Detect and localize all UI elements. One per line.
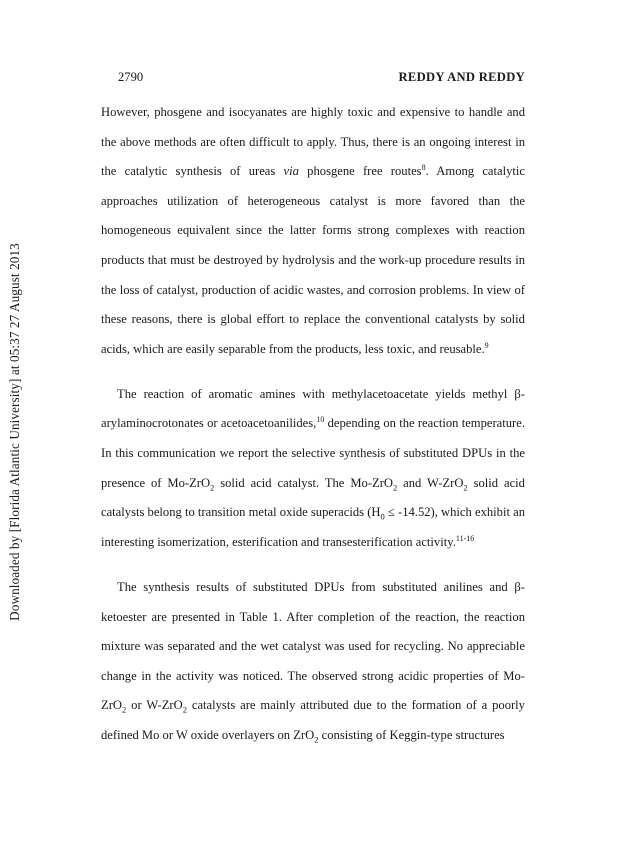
text-line: catalysts are mainly attributed due to the formation of a poorly: [186, 698, 525, 713]
text-line: substituted DPUs in the presence of Mo-ZrO: [101, 446, 525, 490]
text-line: consisting of Keggin-type structures: [318, 727, 505, 742]
text-line: phosgene free routes: [307, 164, 422, 179]
text-line: depending on the reaction: [324, 416, 459, 431]
text-line: mixture was separated and the wet catalyst was used for recycling. No appreciable: [101, 639, 525, 654]
subscript: 2: [182, 704, 187, 715]
subscript: 2: [463, 482, 468, 493]
running-head: REDDY AND REDDY: [398, 70, 525, 84]
subscript: 2: [314, 734, 319, 745]
text-line: homogeneous equivalent since the latter forms strong complexes with reaction: [101, 223, 525, 238]
text-line: approaches utilization of heterogeneous catalyst is more favored than the: [101, 193, 525, 208]
text-line: defined Mo or W oxide overlayers on ZrO: [101, 727, 315, 742]
text-line: by solid acids, which are easily separable from the products, less toxic, and: [101, 312, 525, 356]
text-line: The synthesis results of substituted DPUs from substituted anilines and β-: [117, 579, 525, 594]
paragraph-2: [101, 380, 525, 558]
citation-ref: 10: [316, 415, 325, 425]
text-line: view of these reasons, there is global effort to replace the conventional catalysts: [101, 282, 525, 327]
paragraph-3: [101, 573, 525, 751]
subscript: 2: [121, 704, 127, 715]
text-line: solid acid catalyst. The Mo-ZrO: [214, 475, 393, 490]
text-line: in the catalytic synthesis of ureas: [101, 134, 525, 179]
text-line: arylaminocrotonates or acetoacetoanilides,: [101, 416, 317, 431]
text-line: temperature. In this communication we report the selective synthesis of: [101, 416, 525, 461]
text-line: reusable.: [439, 341, 485, 356]
text-line: products that must be destroyed by hydrolysis and the work-up procedure results: [101, 252, 512, 267]
text-line: -14.52), which exhibit an interesting isomerization, esterification and: [101, 505, 526, 549]
text-line: in the loss of catalyst, production of acidic wastes, and corrosion problems. In: [101, 252, 526, 297]
citation-ref: 9: [484, 340, 489, 350]
article-body: [101, 98, 525, 766]
text-line: change in the activity was noticed. The observed strong acidic properties of Mo-: [101, 668, 525, 683]
paragraph-1: [101, 98, 525, 364]
text-line: The reaction of aromatic amines with methylacetoacetate yields methyl β-: [117, 386, 525, 401]
subscript: 2: [210, 482, 215, 493]
text-line: solid acid catalysts belong to transition metal oxide superacids (H: [101, 475, 525, 520]
text-line: and W-ZrO: [403, 475, 464, 490]
subscript: 0: [380, 511, 385, 522]
text-line: . Among catalytic: [425, 164, 525, 179]
download-watermark: Downloaded by [Florida Atlantic University] at 05:37 27 August 2013: [7, 243, 22, 621]
text-line: the above methods are often difficult to apply. Thus, there is an ongoing interest: [101, 134, 512, 149]
text-line: ≤: [384, 505, 395, 520]
subscript: 2: [393, 482, 398, 493]
text-line: or W-ZrO: [126, 698, 183, 713]
text-line: ZrO: [101, 698, 122, 713]
text-line: transesterification activity.: [322, 534, 456, 549]
text-line: ketoester are presented in Table 1. After completion of the reaction, the reaction: [101, 609, 525, 624]
page-number: 2790: [118, 70, 144, 84]
citation-ref: 8: [421, 163, 426, 172]
citation-ref: 11-16: [455, 533, 475, 543]
text-line: However, phosgene and isocyanates are highly toxic and expensive to handle and: [101, 105, 525, 119]
italic-term: via: [283, 164, 299, 179]
